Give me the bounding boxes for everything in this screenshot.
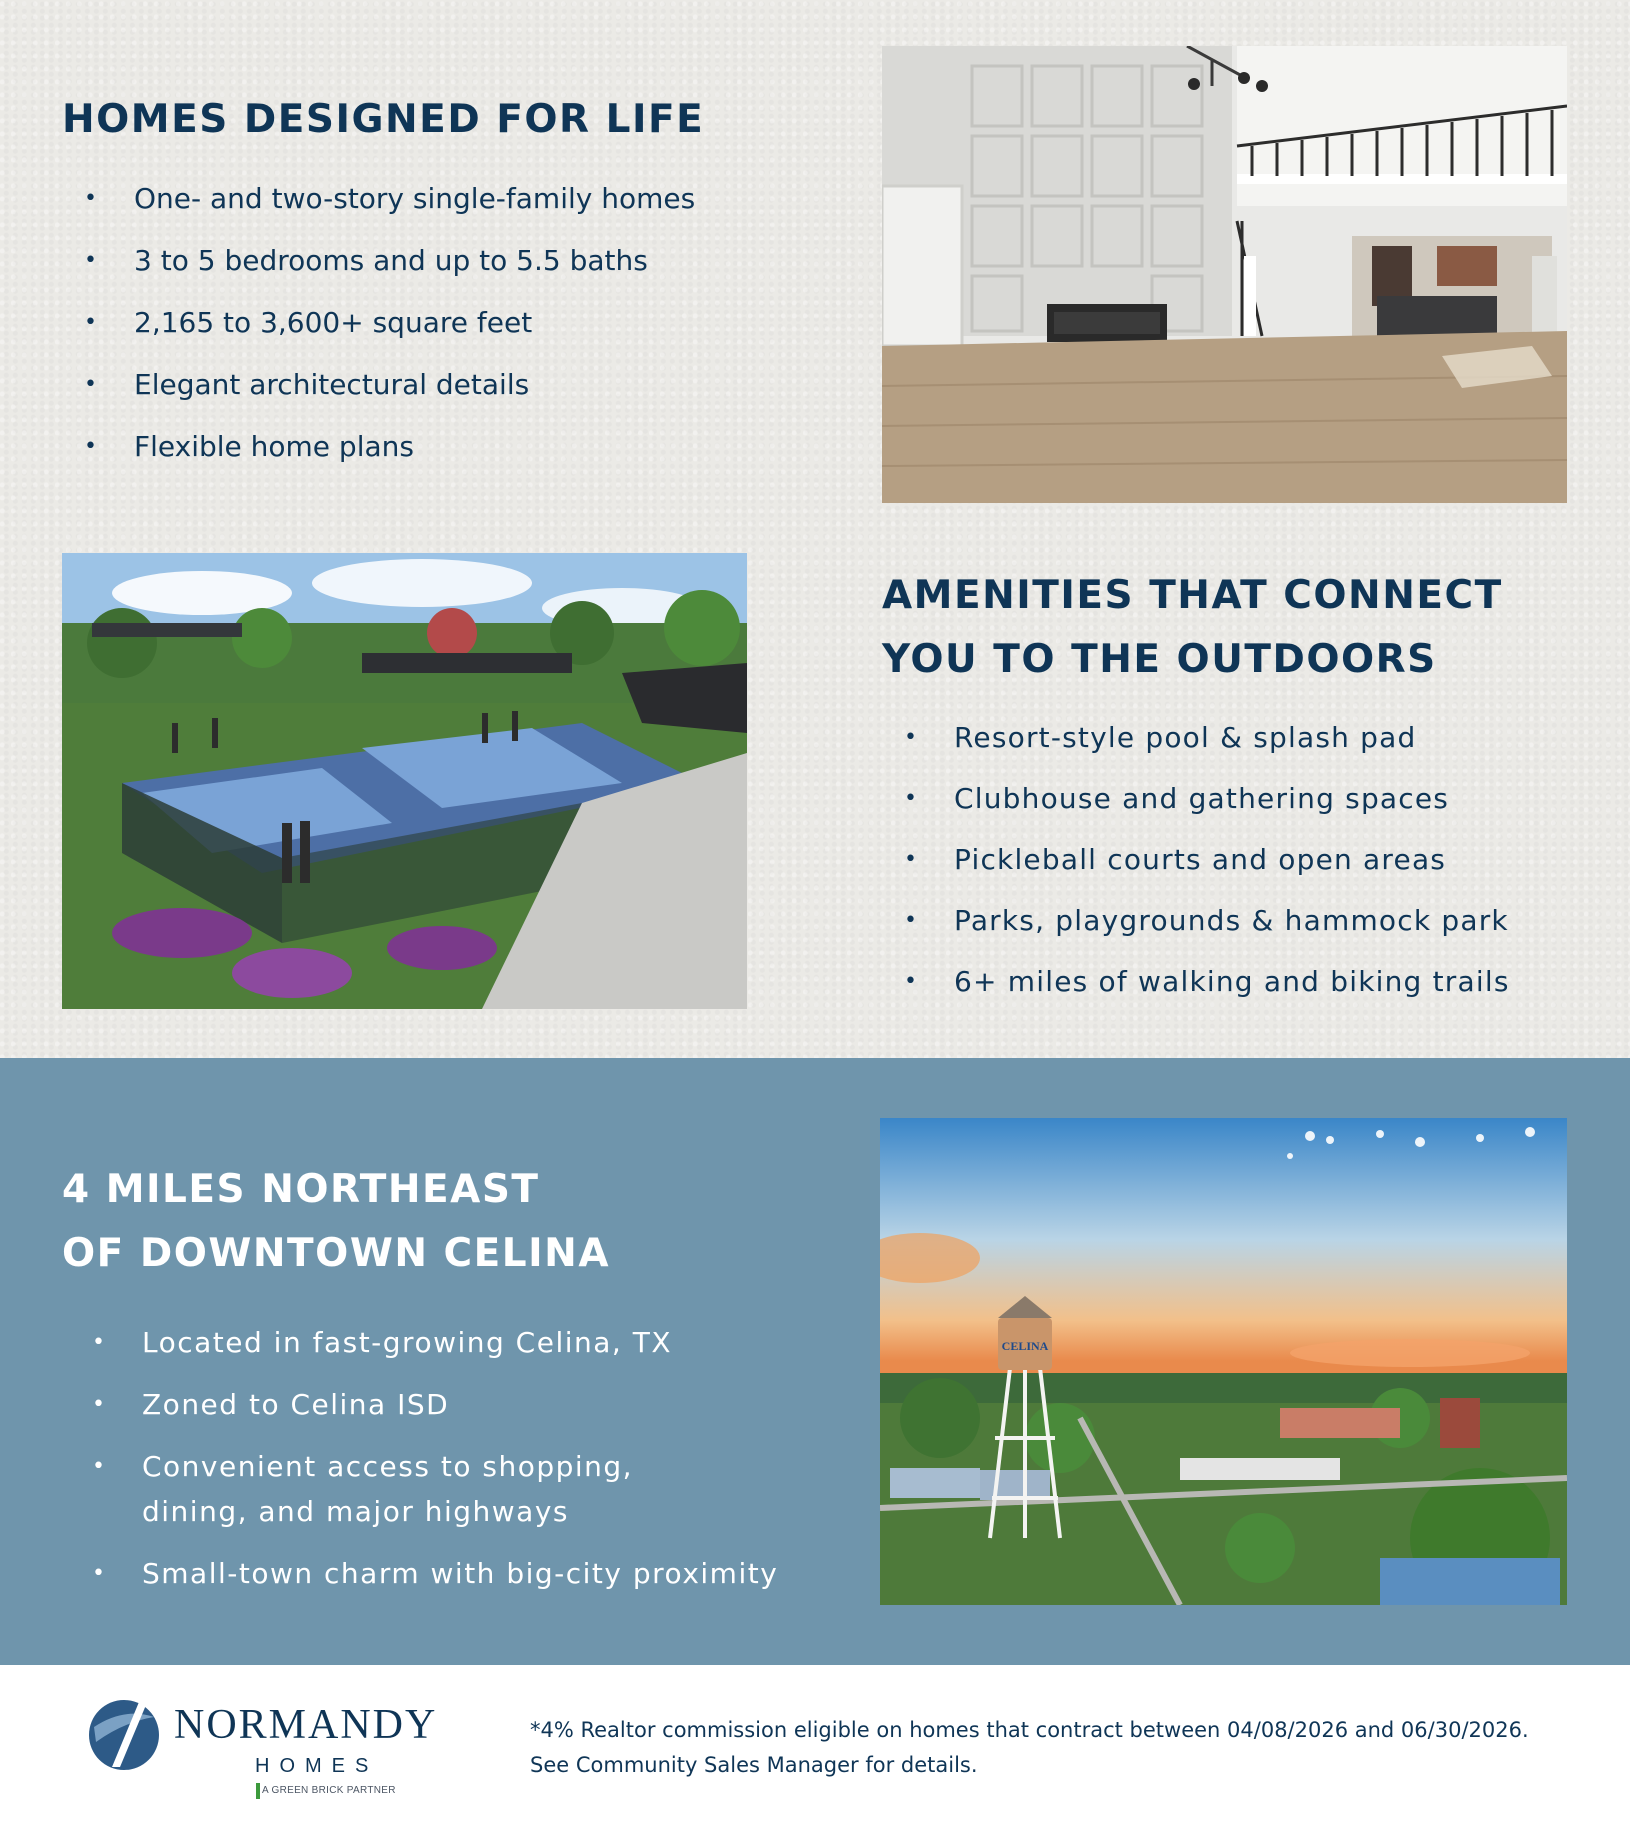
- bullet-icon: •: [84, 434, 97, 459]
- amenities-feature-list: [882, 719, 1602, 1024]
- bullet-icon: •: [904, 847, 919, 872]
- homes-feature-list: [62, 180, 762, 490]
- bullet-icon: •: [904, 969, 919, 994]
- list-item: • Small-town charm with big-city proximity: [70, 1551, 790, 1596]
- list-item: • Located in fast-growing Celina, TX: [70, 1320, 790, 1365]
- logo-partner-text: A GREEN BRICK PARTNER: [262, 1785, 396, 1796]
- logo-subtitle: HOMES: [255, 1755, 379, 1777]
- list-item: • 3 to 5 bedrooms and up to 5.5 baths: [62, 242, 762, 304]
- celina-aerial-photo: [880, 1118, 1567, 1605]
- bullet-icon: •: [84, 248, 97, 273]
- interior-living-room-photo: [882, 46, 1567, 503]
- homes-heading: HOMES DESIGNED FOR LIFE: [62, 97, 705, 142]
- list-item: • 2,165 to 3,600+ square feet: [62, 304, 762, 366]
- list-item: • Zoned to Celina ISD: [70, 1382, 790, 1427]
- bullet-icon: •: [904, 725, 919, 750]
- bullet-icon: •: [904, 786, 919, 811]
- list-item: • Clubhouse and gathering spaces: [882, 780, 1602, 841]
- location-heading-line1: 4 MILES NORTHEAST: [62, 1167, 540, 1212]
- amenities-heading-line1: AMENITIES THAT CONNECT: [882, 573, 1503, 618]
- list-item: • One- and two-story single-family homes: [62, 180, 762, 242]
- amenities-heading-line2: YOU TO THE OUTDOORS: [882, 637, 1437, 682]
- bullet-icon: •: [904, 908, 919, 933]
- list-item: • 6+ miles of walking and biking trails: [882, 963, 1602, 1024]
- disclaimer-line2: See Community Sales Manager for details.: [530, 1753, 978, 1777]
- bullet-icon: •: [92, 1454, 107, 1479]
- logo-wordmark: NORMANDY: [174, 1702, 438, 1748]
- bullet-icon: •: [92, 1392, 107, 1417]
- list-item: • Parks, playgrounds & hammock park: [882, 902, 1602, 963]
- bullet-icon: •: [84, 372, 97, 397]
- commission-disclaimer: [530, 1713, 1590, 1783]
- water-tower-label: CELINA: [1001, 1339, 1049, 1353]
- green-brick-icon: [256, 1783, 260, 1799]
- location-feature-list: [70, 1320, 790, 1613]
- footer: [0, 1665, 1630, 1824]
- bullet-icon: •: [84, 186, 97, 211]
- location-heading-line2: OF DOWNTOWN CELINA: [62, 1231, 610, 1276]
- list-item: • Convenient access to shopping, dining, and major highways: [70, 1444, 702, 1534]
- pickleball-courts-rendering: [62, 553, 747, 1009]
- list-item: • Flexible home plans: [62, 428, 762, 490]
- disclaimer-line1: *4% Realtor commission eligible on homes that contract between 04/08/2026 and 06/30/2026.: [530, 1718, 1529, 1742]
- bullet-icon: •: [84, 310, 97, 335]
- list-item: • Pickleball courts and open areas: [882, 841, 1602, 902]
- list-item: • Elegant architectural details: [62, 366, 762, 428]
- normandy-logo-mark-icon: [84, 1697, 164, 1773]
- location-section: [0, 1058, 1630, 1665]
- list-item: • Resort-style pool & splash pad: [882, 719, 1602, 780]
- bullet-icon: •: [92, 1561, 107, 1586]
- bullet-icon: •: [92, 1330, 107, 1355]
